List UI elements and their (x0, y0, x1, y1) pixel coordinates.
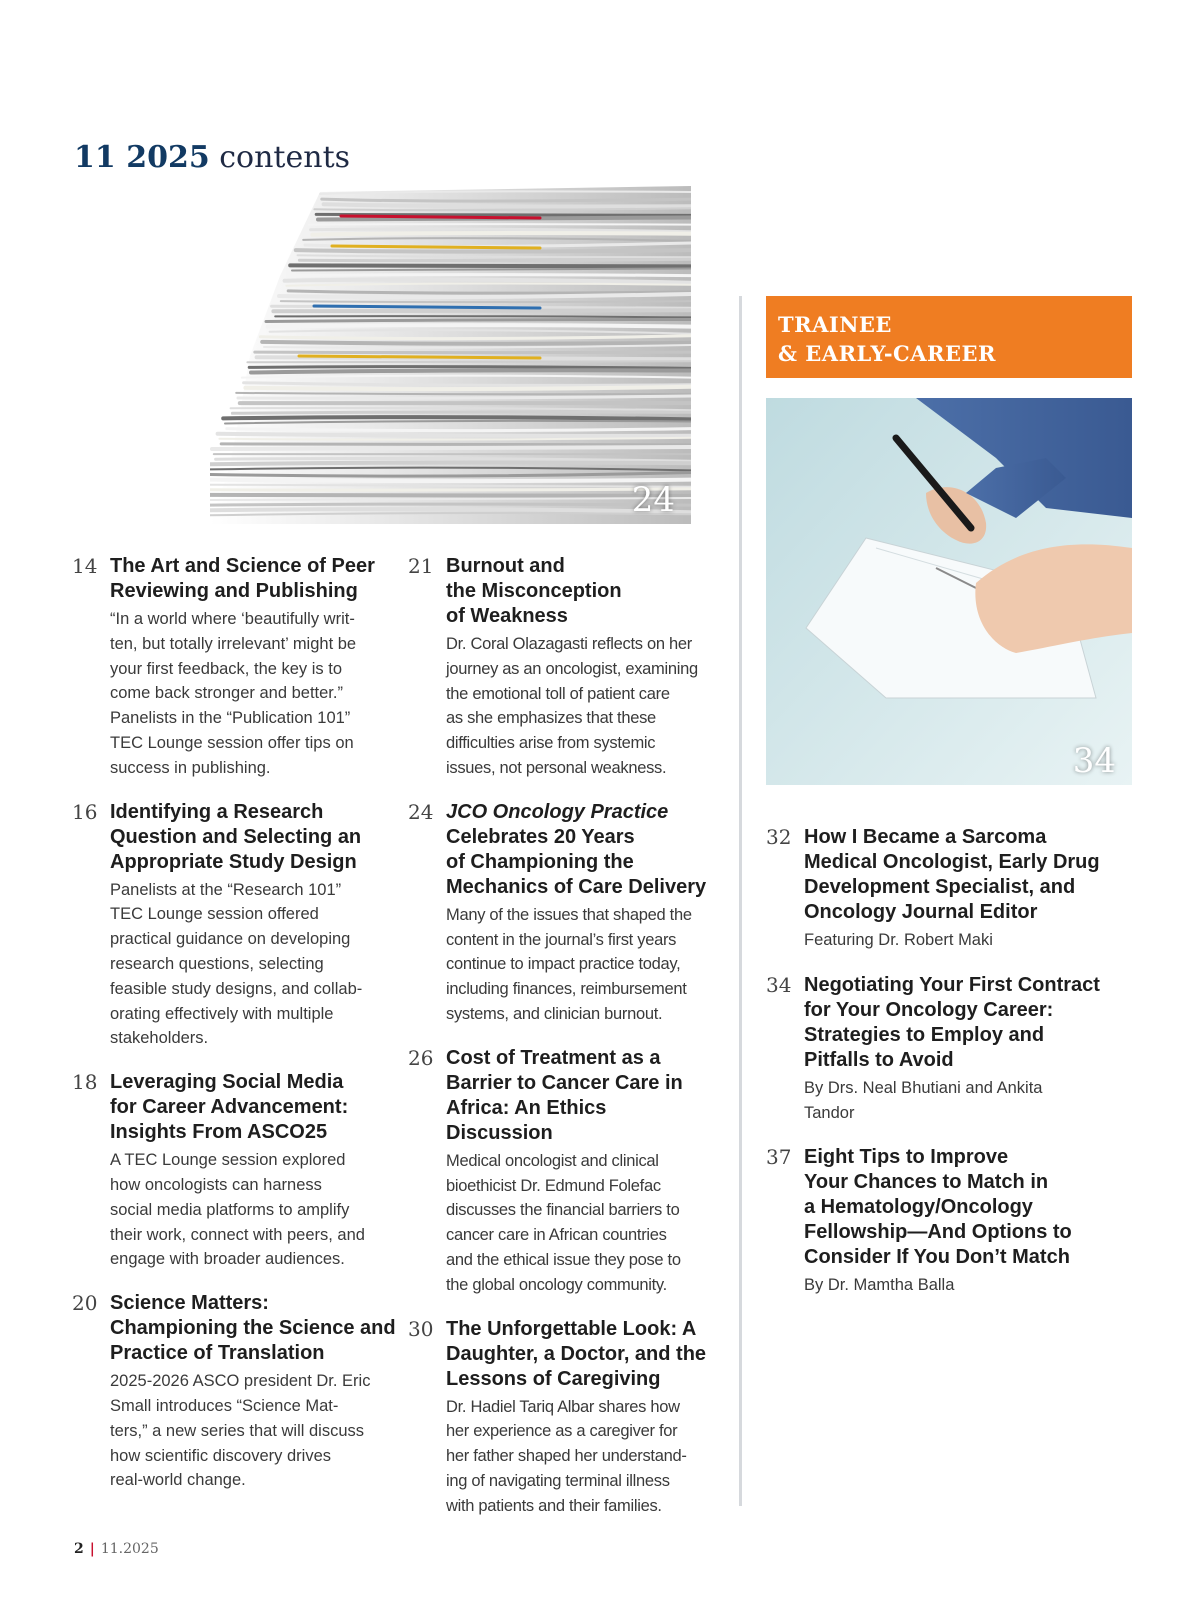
entry-page-number: 14 (72, 554, 98, 578)
entry-title[interactable] (804, 973, 1126, 1073)
paper-sheet-edge (249, 367, 691, 369)
entry-title[interactable] (110, 1070, 402, 1145)
entry-description-line: content in the journal’s first years (446, 930, 677, 949)
entry-title-line: Fellowship—And Options to (804, 1221, 1072, 1244)
entry-description-line: Dr. Coral Olazagasti reflects on her (446, 635, 692, 653)
entry-body (110, 554, 402, 781)
entry-title-line: Mechanics of Care Delivery (446, 875, 707, 898)
contents-entry[interactable] (408, 800, 718, 1027)
entry-page-number: 34 (766, 972, 792, 997)
entry-description-line: research questions, selecting (110, 954, 324, 973)
signing-photo[interactable] (766, 398, 1132, 785)
entry-page-number: 26 (408, 1045, 434, 1070)
entry-title-line: Consider If You Don’t Match (804, 1246, 1070, 1269)
entry-description-line: her father shaped her understand- (446, 1447, 687, 1466)
entry-title-line: Negotiating Your First Contract (804, 973, 1100, 996)
paper-sheet-edge (218, 434, 691, 436)
entry-title-line: of Championing the (446, 850, 634, 873)
entry-description (110, 1148, 402, 1272)
entry-description-line: real-world change. (110, 1471, 246, 1490)
entry-description-line: Panelists at the “Research 101” (110, 880, 342, 899)
entry-title-line: a Hematology/Oncology (804, 1196, 1033, 1219)
entry-description-line: how oncologists can harness (110, 1175, 322, 1194)
entry-description-line: TEC Lounge session offered (110, 905, 319, 924)
entry-title-line: Burnout and (446, 555, 565, 577)
footer-date: 11.2025 (100, 1541, 159, 1557)
paper-sheet-edge (214, 454, 691, 455)
entry-title-italic: JCO Oncology Practice (446, 800, 669, 823)
entry-title-line: Barrier to Cancer Care in (446, 1071, 683, 1094)
entry-description-line: her experience as a caregiver for (446, 1422, 678, 1441)
entry-title-line: Championing the Science and (110, 1317, 396, 1340)
entry-description-line: Panelists in the “Publication 101” (110, 709, 351, 728)
paper-sheet-edge (290, 265, 691, 266)
entry-page-number: 16 (72, 799, 98, 824)
badge-line-2: & EARLY-CAREER (778, 341, 996, 366)
entry-title-line: Pitfalls to Avoid (804, 1048, 954, 1071)
hand-signing-image (766, 398, 1132, 785)
entry-title[interactable] (804, 1145, 1126, 1270)
entry-page-number: 32 (766, 825, 792, 849)
entry-title-line: Cost of Treatment as a (446, 1046, 661, 1069)
entry-description-line: come back stronger and better.” (110, 684, 343, 703)
entry-title-line: The Unforgettable Look: A (446, 1317, 697, 1340)
colored-sheet-edge (341, 216, 540, 218)
entry-description-line: continue to impact practice today, (446, 955, 681, 974)
entry-description-line: “In a world where ‘beautifully writ- (110, 610, 355, 628)
entry-page-number: 30 (408, 1316, 434, 1341)
entry-description-line: success in publishing. (110, 758, 271, 777)
entry-page-number: 18 (72, 1070, 98, 1095)
column-divider (739, 296, 742, 1506)
entry-description-line: their work, connect with peers, and (110, 1225, 365, 1244)
paper-sheet-edge (268, 325, 691, 327)
entry-body (110, 1291, 402, 1493)
entry-title[interactable] (804, 825, 1126, 925)
contents-entry[interactable] (72, 800, 402, 1052)
entry-title-line: Daughter, a Doctor, and the (446, 1342, 707, 1365)
contents-column-2 (408, 554, 718, 1538)
paper-sheet-edge (210, 504, 691, 505)
entry-description (446, 903, 718, 1027)
entry-title-line: Your Chances to Match in (804, 1171, 1049, 1194)
entry-description (110, 878, 402, 1052)
paper-sheet-edge (294, 275, 691, 276)
entry-description-line: the global oncology community. (446, 1275, 667, 1294)
entry-title-line: Eight Tips to Improve (804, 1146, 1009, 1169)
entry-title-line: How I Became a Sarcoma (804, 826, 1047, 848)
contents-title (74, 140, 350, 175)
entry-description-line: cancer care in African countries (446, 1226, 667, 1245)
contents-entry[interactable] (408, 1046, 718, 1298)
page-footer (74, 1541, 159, 1557)
contents-entry[interactable] (408, 1317, 718, 1519)
entry-description (110, 1369, 402, 1493)
entry-description-line: ing of navigating terminal illness (446, 1471, 670, 1490)
colored-sheet-edge (332, 246, 540, 248)
entry-title-line: for Career Advancement: (110, 1096, 349, 1119)
entry-description-line: stakeholders. (110, 1029, 209, 1048)
paper-sheet-edge (262, 342, 691, 344)
entry-description-line: your first feedback, the key is to (110, 659, 343, 678)
entry-description-line: By Drs. Neal Bhutiani and Ankita (804, 1078, 1043, 1097)
entry-description-line: By Dr. Mamtha Balla (804, 1276, 955, 1295)
entry-title-line: Question and Selecting an (110, 825, 362, 848)
entry-title-line: Identifying a Research (110, 800, 324, 823)
entry-page-number: 37 (766, 1145, 792, 1170)
entry-title[interactable] (110, 554, 402, 604)
entry-description-line: the emotional toll of patient care (446, 684, 670, 703)
entry-title-line: Oncology Journal Editor (804, 901, 1038, 923)
colored-sheet-edge (299, 356, 540, 358)
badge-line-1: TRAINEE (778, 312, 892, 337)
entry-description-line: including finances, reimbursement (446, 980, 687, 999)
entry-title[interactable] (110, 800, 402, 875)
entry-description-line: orating effectively with multiple (110, 1004, 334, 1023)
entry-title-line: of Weakness (446, 605, 568, 627)
paper-sheet-edge (296, 250, 691, 252)
entry-description-line: journey as an oncologist, examining (446, 659, 698, 678)
entry-description-line: practical guidance on developing (110, 930, 351, 949)
entry-description-line: Medical oncologist and clinical (446, 1151, 659, 1170)
paper-sheet-edge (221, 444, 691, 445)
paper-sheet-edge (212, 447, 691, 449)
entry-title[interactable] (110, 1291, 402, 1366)
paper-sheet-edge (273, 310, 691, 311)
entry-description-line: TEC Lounge session offer tips on (110, 733, 354, 752)
entry-title-line: The Art and Science of Peer (110, 555, 375, 577)
entry-title-line: Medical Oncologist, Early Drug (804, 851, 1100, 873)
entry-description-line: ters,” a new series that will discuss (110, 1421, 365, 1440)
contents-entry[interactable] (72, 1291, 402, 1493)
entry-title-line: for Your Oncology Career: (804, 998, 1054, 1021)
entry-description-line: and the ethical issue they pose to (446, 1250, 681, 1269)
entry-title-line: Development Specialist, and (804, 876, 1076, 898)
hero-photo[interactable] (210, 186, 691, 524)
contents-entry[interactable] (766, 973, 1126, 1126)
entry-title-line: Strategies to Employ and (804, 1023, 1045, 1046)
paper-sheet-edge (312, 233, 691, 235)
contents-column-1 (72, 554, 402, 1512)
entry-description-line: Featuring Dr. Robert Maki (804, 931, 993, 949)
entry-title-line: Insights From ASCO25 (110, 1121, 328, 1144)
contents-entry[interactable] (766, 825, 1126, 953)
entry-body (446, 554, 718, 781)
entry-description (804, 1273, 1126, 1298)
entry-title[interactable] (446, 1317, 718, 1392)
entry-description-line: Small introduces “Science Mat- (110, 1396, 339, 1415)
paper-sheet-edge (210, 495, 691, 496)
entry-description-line: Tandor (804, 1103, 855, 1122)
entry-description-line: feasible study designs, and collab- (110, 979, 363, 998)
entry-description-line: Many of the issues that shaped the (446, 905, 692, 924)
entry-body (110, 800, 402, 1052)
paper-sheet-edge (324, 204, 691, 206)
paper-sheet-edge (251, 370, 691, 372)
contents-entry[interactable] (72, 554, 402, 781)
entry-description (446, 1395, 718, 1519)
contents-word: contents (219, 140, 351, 175)
entry-body (804, 1145, 1126, 1298)
photo-page-ref: 34 (1072, 741, 1116, 781)
entry-description (804, 928, 1126, 953)
paper-sheet-edge (232, 412, 691, 413)
colored-sheet-edge (314, 306, 540, 308)
entry-title[interactable] (446, 1046, 718, 1146)
entry-title-line: the Misconception (446, 580, 622, 602)
entry-page-number: 20 (72, 1291, 98, 1316)
entry-title-line: Leveraging Social Media (110, 1071, 344, 1094)
entry-description-line: A TEC Lounge session explored (110, 1151, 346, 1170)
entry-description-line: as she emphasizes that these (446, 709, 656, 728)
entry-description-line: issues, not personal weakness. (446, 758, 667, 777)
issue-date: 11 2025 (74, 140, 210, 175)
paper-sheet-edge (245, 387, 691, 389)
entry-title-line: Appropriate Study Design (110, 850, 357, 873)
footer-page-number: 2 (74, 1541, 84, 1557)
entry-description-line: social media platforms to amplify (110, 1200, 350, 1219)
entry-description-line: Dr. Hadiel Tariq Albar shares how (446, 1397, 680, 1416)
entry-description-line: systems, and clinician burnout. (446, 1004, 663, 1023)
paper-sheet-edge (210, 489, 691, 490)
entry-description-line: bioethicist Dr. Edmund Folefac (446, 1176, 661, 1195)
entry-description-line: difficulties arise from systemic (446, 734, 656, 753)
paper-sheet-edge (255, 352, 691, 353)
entry-title[interactable] (446, 800, 718, 900)
entry-body (446, 1046, 718, 1298)
paper-sheet-edge (281, 301, 691, 302)
entry-description-line: engage with broader audiences. (110, 1250, 345, 1269)
contents-entry[interactable] (408, 554, 718, 781)
entry-description-line: ten, but totally irrelevant’ might be (110, 634, 357, 653)
paper-sheet-edge (299, 259, 691, 260)
entry-description (446, 632, 718, 781)
entry-body (446, 1317, 718, 1519)
paper-sheet-edge (210, 480, 691, 482)
entry-page-number: 24 (408, 799, 434, 824)
entry-description-line: with patients and their families. (446, 1496, 662, 1515)
entry-description-line: discusses the financial barriers to (446, 1201, 680, 1220)
entry-title-line: Science Matters: (110, 1292, 269, 1315)
entry-description (110, 607, 402, 781)
stacked-journals-image (210, 186, 691, 524)
entry-body (446, 800, 718, 1027)
entry-description (446, 1149, 718, 1298)
entry-body (110, 1070, 402, 1272)
entry-description-line: 2025-2026 ASCO president Dr. Eric (110, 1372, 371, 1391)
trainee-entries (766, 825, 1126, 1318)
entry-title-line: Africa: An Ethics Discussion (446, 1096, 607, 1144)
entry-title-line: Reviewing and Publishing (110, 580, 358, 602)
entry-body (804, 825, 1126, 953)
entry-description-line: how scientific discovery drives (110, 1446, 331, 1465)
entry-body (804, 973, 1126, 1126)
paper-sheet-edge (223, 417, 691, 419)
paper-sheet-edge (309, 224, 691, 225)
paper-sheet-edge (210, 463, 691, 465)
paper-sheet-edge (247, 361, 691, 362)
contents-entry[interactable] (766, 1145, 1126, 1298)
entry-page-number: 21 (408, 554, 434, 578)
trainee-early-career-badge (766, 296, 1132, 378)
footer-separator: | (89, 1541, 95, 1557)
entry-title-line: Celebrates 20 Years (446, 825, 635, 848)
entry-title-line: Practice of Translation (110, 1342, 325, 1365)
entry-title[interactable] (446, 554, 718, 629)
entry-description (804, 1076, 1126, 1126)
entry-title-line: Lessons of Caregiving (446, 1367, 661, 1390)
contents-entry[interactable] (72, 1070, 402, 1272)
hero-page-ref: 24 (631, 480, 675, 520)
